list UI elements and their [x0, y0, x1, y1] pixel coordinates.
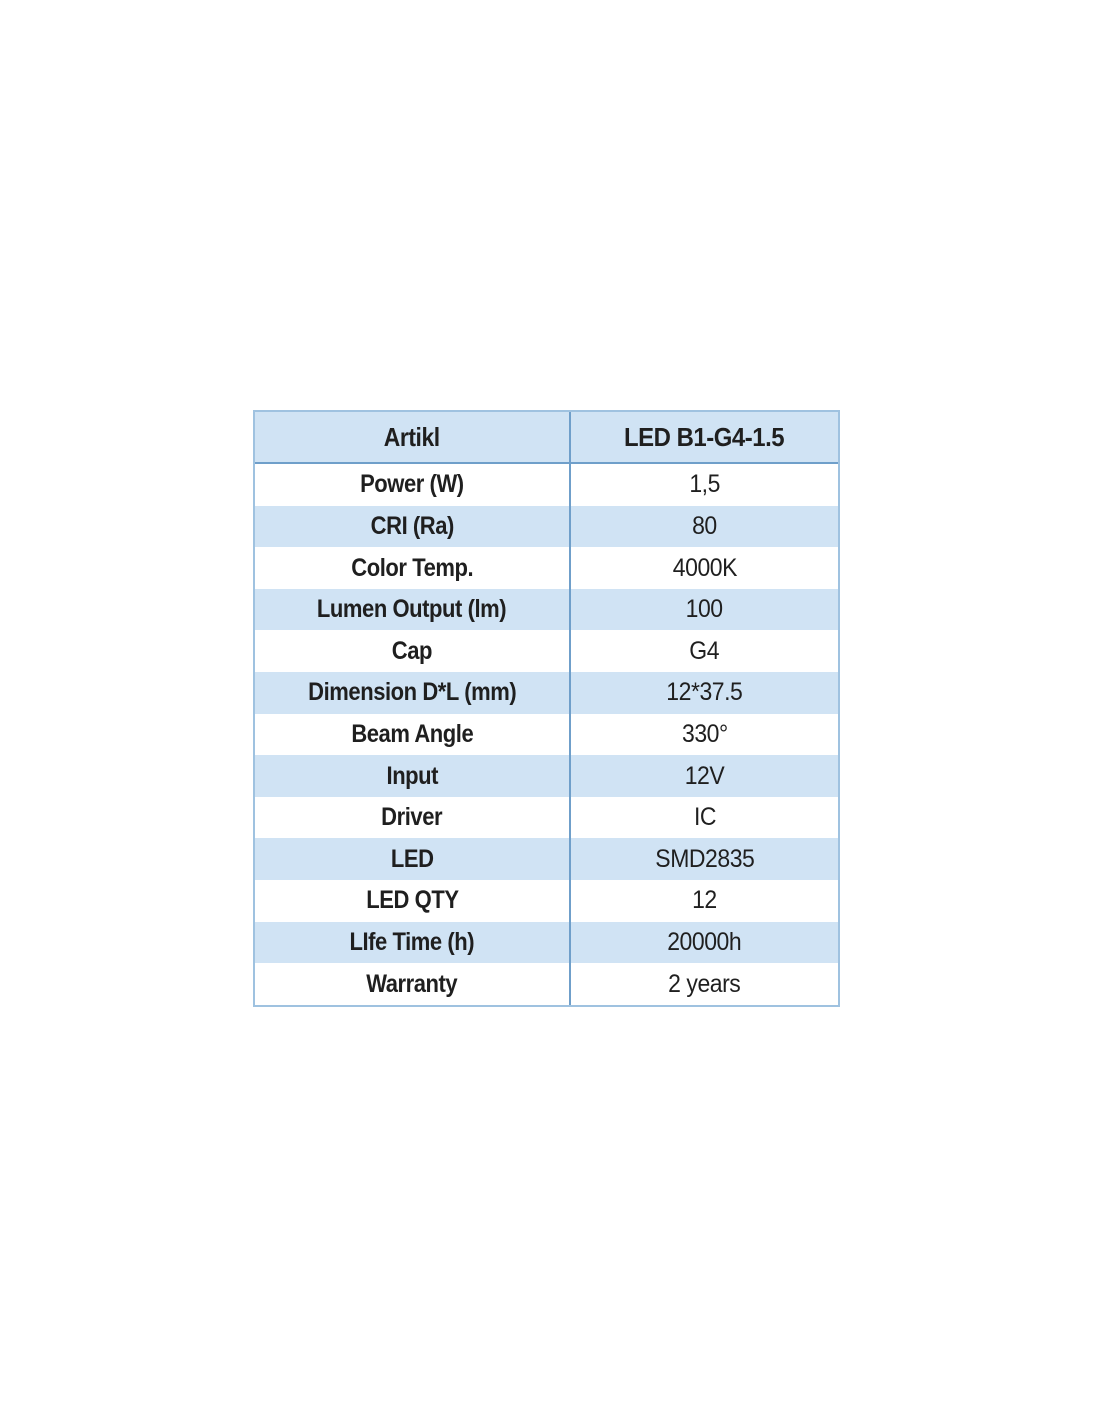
spec-label-cell — [255, 714, 571, 756]
table-row — [255, 547, 838, 589]
spec-label: Lumen Output (lm) — [317, 595, 507, 624]
header-product-code: LED B1-G4-1.5 — [624, 421, 785, 452]
header-label-cell — [255, 412, 571, 462]
spec-value-cell — [571, 464, 838, 506]
spec-value: 12V — [684, 761, 725, 790]
spec-label-cell — [255, 922, 571, 964]
spec-value: 2 years — [668, 969, 741, 998]
spec-value: 1,5 — [689, 470, 720, 499]
table-row — [255, 963, 838, 1005]
spec-value: 330° — [681, 719, 728, 748]
spec-label-cell — [255, 755, 571, 797]
spec-value: 80 — [692, 511, 717, 540]
spec-value: 20000h — [667, 928, 742, 956]
spec-value: G4 — [689, 636, 720, 665]
table-row — [255, 589, 838, 631]
spec-label-cell — [255, 963, 571, 1005]
spec-value-cell — [571, 630, 838, 672]
spec-value-cell — [571, 714, 838, 756]
spec-value-cell — [571, 672, 838, 714]
table-row — [255, 630, 838, 672]
spec-value-cell — [571, 589, 838, 631]
spec-label: Cap — [391, 636, 433, 665]
spec-label: Dimension D*L (mm) — [307, 678, 517, 707]
table-row — [255, 506, 838, 548]
spec-label: Beam Angle — [351, 719, 473, 748]
spec-value-cell — [571, 797, 838, 839]
table-row — [255, 672, 838, 714]
table-row — [255, 714, 838, 756]
table-row — [255, 838, 838, 880]
table-row — [255, 464, 838, 506]
spec-value: 12*37.5 — [666, 678, 743, 707]
spec-label-cell — [255, 506, 571, 548]
header-label: Artikl — [384, 421, 440, 452]
spec-label-cell — [255, 838, 571, 880]
spec-label-cell — [255, 464, 571, 506]
spec-value: 12 — [692, 886, 717, 915]
spec-value-cell — [571, 922, 838, 964]
table-header-row — [255, 412, 838, 464]
spec-label-cell — [255, 672, 571, 714]
spec-value: 4000K — [672, 553, 737, 582]
spec-label: Color Temp. — [351, 553, 473, 582]
spec-label-cell — [255, 880, 571, 922]
spec-label: Driver — [381, 803, 443, 832]
spec-label-cell — [255, 547, 571, 589]
spec-label: Input — [386, 761, 438, 790]
product-spec-table — [253, 410, 840, 1007]
spec-label: LIfe Time (h) — [349, 928, 475, 956]
header-value-cell — [571, 412, 838, 462]
spec-value-cell — [571, 755, 838, 797]
table-row — [255, 797, 838, 839]
spec-label: LED — [390, 844, 434, 873]
spec-value: SMD2835 — [654, 844, 755, 873]
spec-value: IC — [693, 803, 716, 832]
spec-label-cell — [255, 630, 571, 672]
spec-value-cell — [571, 547, 838, 589]
spec-value: 100 — [685, 595, 724, 624]
spec-label: Warranty — [366, 969, 458, 998]
table-row — [255, 880, 838, 922]
spec-label: Power (W) — [360, 470, 464, 499]
table-row — [255, 922, 838, 964]
spec-label-cell — [255, 797, 571, 839]
spec-value-cell — [571, 963, 838, 1005]
spec-value-cell — [571, 838, 838, 880]
table-row — [255, 755, 838, 797]
spec-label: CRI (Ra) — [370, 511, 454, 540]
spec-label-cell — [255, 589, 571, 631]
table-body — [255, 464, 838, 1005]
spec-value-cell — [571, 880, 838, 922]
spec-value-cell — [571, 506, 838, 548]
spec-label: LED QTY — [365, 886, 459, 915]
